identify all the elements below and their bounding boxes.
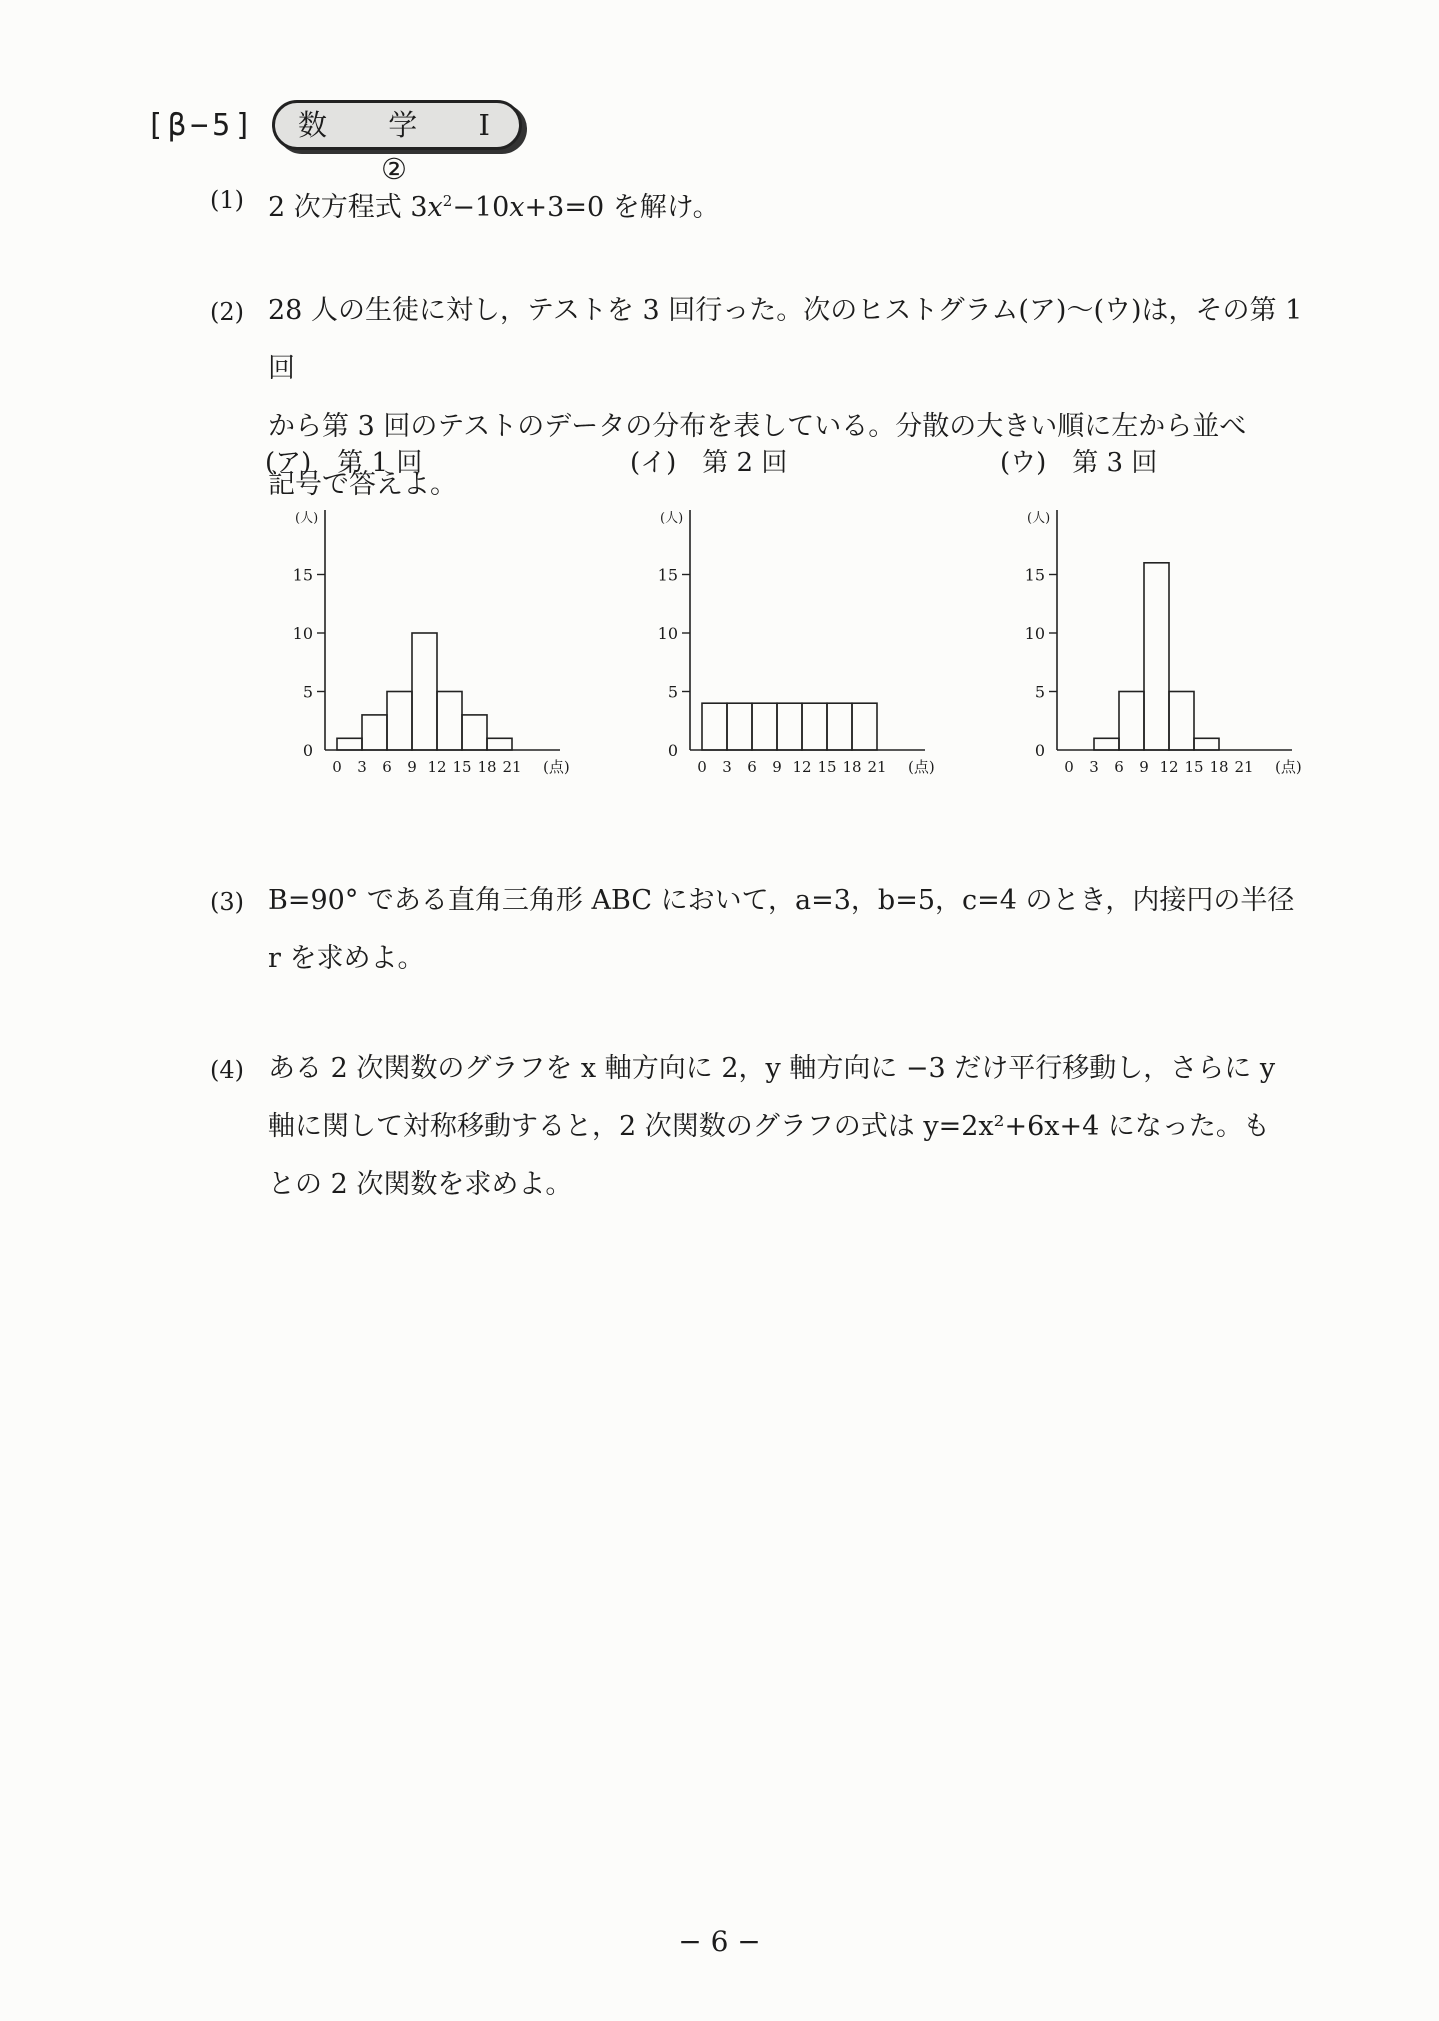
y-tick-label: 15 bbox=[657, 565, 678, 585]
histogram-bar bbox=[487, 738, 512, 750]
question-1-number: (1) bbox=[210, 186, 244, 214]
x-tick-label: 6 bbox=[747, 758, 757, 776]
x-tick-label: 18 bbox=[1209, 758, 1229, 776]
y-tick-label: 10 bbox=[292, 624, 313, 643]
x-axis-label: (点) bbox=[908, 758, 935, 776]
histogram-bar bbox=[462, 715, 487, 750]
histogram-bar bbox=[852, 703, 877, 750]
problem-code: [β−5] bbox=[146, 108, 257, 143]
q1-text-pre: 2 次方程式 3 bbox=[268, 192, 428, 223]
histogram-bar bbox=[1144, 563, 1169, 750]
histogram-a-title: (ア) 第 1 回 bbox=[265, 448, 423, 478]
x-tick-label: 9 bbox=[772, 758, 782, 776]
histogram-a-svg bbox=[280, 500, 600, 790]
x-tick-label: 12 bbox=[427, 758, 447, 776]
x-tick-label: 15 bbox=[1184, 758, 1204, 776]
x-tick-label: 3 bbox=[722, 758, 732, 776]
histogram-a bbox=[280, 500, 600, 794]
x-tick-label: 0 bbox=[1064, 758, 1074, 776]
question-4-number: (4) bbox=[210, 1056, 244, 1084]
x-tick-label: 18 bbox=[842, 758, 862, 776]
histogram-bar bbox=[727, 703, 752, 750]
histogram-bar bbox=[752, 703, 777, 750]
q4-line-1: ある 2 次関数のグラフを x 軸方向に 2，y 軸方向に −3 だけ平行移動し，さらに y bbox=[268, 1053, 1276, 1084]
x-tick-label: 15 bbox=[817, 758, 837, 776]
question-4-text bbox=[268, 1040, 1328, 1214]
question-3-text bbox=[268, 872, 1328, 988]
q2-line-2: から第 3 回のテストのデータの分布を表している。分散の大きい順に左から並べ bbox=[268, 411, 1247, 442]
x-tick-label: 3 bbox=[357, 758, 367, 776]
x-tick-label: 15 bbox=[452, 758, 472, 776]
x-tick-label: 3 bbox=[1089, 758, 1099, 776]
q2-line-1: 28 人の生徒に対し，テストを 3 回行った。次のヒストグラム(ア)〜(ウ)は，その第 1 回 bbox=[268, 295, 1303, 384]
q4-line-3: との 2 次関数を求めよ。 bbox=[268, 1169, 573, 1200]
x-tick-label: 9 bbox=[1139, 758, 1149, 776]
x-tick-label: 0 bbox=[332, 758, 342, 776]
q1-var-x: x bbox=[427, 192, 443, 223]
q1-text-post: +3=0 を解け。 bbox=[524, 192, 720, 223]
histogram-c-title: (ウ) 第 3 回 bbox=[1000, 448, 1158, 478]
q1-text-mid: −10 bbox=[452, 192, 510, 223]
histogram-bar bbox=[1094, 738, 1119, 750]
y-tick-label: 0 bbox=[1034, 741, 1045, 760]
histogram-b-svg bbox=[645, 500, 965, 790]
y-tick-label: 0 bbox=[302, 741, 313, 760]
y-axis-label: (人) bbox=[1027, 511, 1051, 526]
y-tick-label: 15 bbox=[1024, 565, 1045, 585]
x-tick-label: 6 bbox=[1114, 758, 1124, 776]
q3-line-2: r を求めよ。 bbox=[268, 943, 425, 974]
x-tick-label: 18 bbox=[477, 758, 497, 776]
histogram-bar bbox=[827, 703, 852, 750]
y-tick-label: 10 bbox=[657, 624, 678, 643]
y-tick-label: 5 bbox=[302, 682, 313, 702]
q1-exponent: 2 bbox=[442, 192, 453, 210]
x-tick-label: 6 bbox=[382, 758, 392, 776]
x-tick-label: 12 bbox=[792, 758, 812, 776]
y-tick-label: 5 bbox=[1034, 682, 1045, 702]
y-axis-label: (人) bbox=[295, 511, 319, 526]
q4-line-2: 軸に関して対称移動すると，2 次関数のグラフの式は y=2x²+6x+4 になった。も bbox=[268, 1111, 1270, 1142]
histogram-bar bbox=[1119, 692, 1144, 751]
histogram-c bbox=[1012, 500, 1332, 794]
q2-line-3: 記号で答えよ。 bbox=[268, 469, 457, 500]
y-tick-label: 0 bbox=[667, 741, 678, 760]
histogram-c-svg bbox=[1012, 500, 1332, 790]
x-tick-label: 21 bbox=[502, 758, 522, 776]
histogram-bar bbox=[777, 703, 802, 750]
histogram-bar bbox=[702, 703, 727, 750]
y-tick-label: 5 bbox=[667, 682, 678, 702]
y-tick-label: 10 bbox=[1024, 624, 1045, 643]
y-tick-label: 15 bbox=[292, 565, 313, 585]
x-tick-label: 21 bbox=[867, 758, 887, 776]
x-axis-label: (点) bbox=[543, 758, 570, 776]
q1-var-x2: x bbox=[509, 192, 525, 223]
histogram-bar bbox=[437, 692, 462, 751]
histogram-bar bbox=[337, 738, 362, 750]
histogram-bar bbox=[1194, 738, 1219, 750]
histogram-bar bbox=[412, 633, 437, 750]
q3-line-1: B=90° である直角三角形 ABC において，a=3，b=5，c=4 のとき，内接円の半径 bbox=[268, 885, 1295, 916]
question-2-number: (2) bbox=[210, 298, 244, 326]
question-1-text bbox=[268, 172, 720, 237]
histogram-b bbox=[645, 500, 965, 794]
histogram-b-title: (イ) 第 2 回 bbox=[630, 448, 788, 478]
y-axis-label: (人) bbox=[660, 511, 684, 526]
question-2-text bbox=[268, 282, 1318, 514]
histogram-bar bbox=[362, 715, 387, 750]
x-tick-label: 9 bbox=[407, 758, 417, 776]
x-tick-label: 21 bbox=[1234, 758, 1254, 776]
page-number: − 6 − bbox=[678, 1925, 761, 1958]
x-tick-label: 12 bbox=[1159, 758, 1179, 776]
x-axis-label: (点) bbox=[1275, 758, 1302, 776]
subject-badge: 数 学 I ② bbox=[272, 100, 522, 150]
histogram-bar bbox=[387, 692, 412, 751]
histogram-bar bbox=[1169, 692, 1194, 751]
histogram-bar bbox=[802, 703, 827, 750]
question-3-number: (3) bbox=[210, 888, 244, 916]
x-tick-label: 0 bbox=[697, 758, 707, 776]
